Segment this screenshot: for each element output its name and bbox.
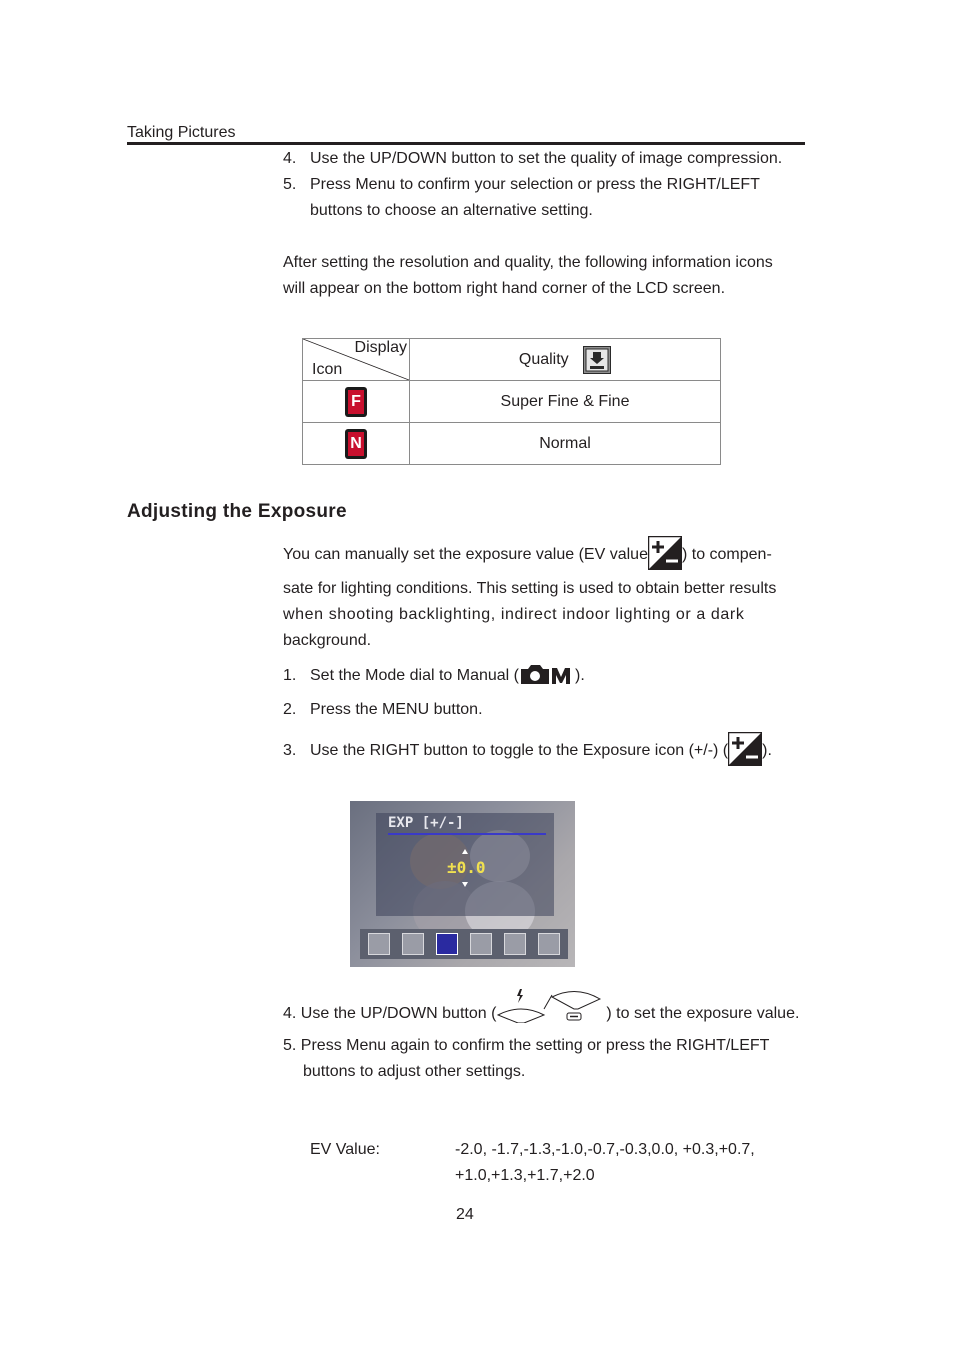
lcd-resolution-icon bbox=[368, 933, 390, 955]
step-text: Press the MENU button. bbox=[310, 701, 483, 718]
exposure-para-line-1 bbox=[283, 540, 772, 570]
bottom-step-5: 5. Press Menu again to confirm the setting or press the RIGHT/LEFT bbox=[283, 1037, 770, 1054]
para-text: You can manually set the exposure value (EV value bbox=[283, 546, 648, 564]
bottom-step-4 bbox=[283, 1001, 799, 1027]
lcd-exposure-value: ±0.0 bbox=[447, 858, 486, 877]
section-heading: Adjusting the Exposure bbox=[127, 501, 347, 522]
up-down-buttons-icon bbox=[496, 987, 606, 1023]
ev-label: EV Value: bbox=[310, 1141, 380, 1158]
step-number: 1. bbox=[283, 667, 297, 684]
icon-cell bbox=[303, 381, 410, 423]
lcd-iso-icon bbox=[504, 933, 526, 955]
step-4-quality bbox=[283, 146, 782, 172]
header-display: Display bbox=[354, 339, 407, 356]
step-text: ) to set the exposure value. bbox=[606, 1005, 800, 1022]
table-cell-label: Normal bbox=[410, 423, 721, 465]
lcd-screen-image bbox=[350, 801, 575, 967]
flash-up-button-icon bbox=[498, 989, 544, 1023]
exposure-step-3 bbox=[283, 736, 772, 766]
section-header: Taking Pictures bbox=[127, 124, 236, 141]
table-cell-label: Super Fine & Fine bbox=[410, 381, 721, 423]
page-number: 24 bbox=[456, 1206, 474, 1223]
header-diagonal-cell bbox=[303, 339, 410, 381]
icon-cell bbox=[303, 423, 410, 465]
lcd-down-arrow-icon bbox=[462, 882, 468, 887]
step-5-confirm bbox=[283, 172, 760, 198]
ev-values-line-2: +1.0,+1.3,+1.7,+2.0 bbox=[455, 1167, 595, 1184]
lcd-white-balance-icon bbox=[470, 933, 492, 955]
ev-values-line-1: -2.0, -1.7,-1.3,-1.0,-0.7,-0.3,0.0, +0.3,+0.7, bbox=[455, 1141, 755, 1158]
step-text: ). bbox=[575, 667, 585, 684]
header-quality-cell bbox=[410, 339, 721, 381]
exposure-step-1 bbox=[283, 663, 585, 689]
lcd-quality-icon bbox=[402, 933, 424, 955]
intro-line-1: After setting the resolution and quality, the following information icons bbox=[283, 254, 773, 271]
fine-icon: F bbox=[345, 387, 367, 417]
lcd-setup-icon bbox=[538, 933, 560, 955]
lcd-up-arrow-icon bbox=[462, 849, 468, 854]
lcd-icon-bar bbox=[360, 929, 568, 959]
exposure-icon bbox=[648, 536, 682, 570]
header-quality: Quality bbox=[518, 350, 569, 368]
step-text: Use the UP/DOWN button to set the quality of image compression. bbox=[310, 150, 783, 167]
step-text: ). bbox=[762, 742, 772, 760]
exposure-para-line-3: when shooting backlighting, indirect indoor lighting or a dark bbox=[283, 606, 745, 623]
header-icon: Icon bbox=[312, 361, 343, 378]
step-number: 5. bbox=[283, 176, 297, 193]
table-row bbox=[303, 423, 721, 465]
header-rule bbox=[127, 142, 805, 145]
step-text: Set the Mode dial to Manual ( bbox=[310, 667, 520, 684]
step-5-continuation: buttons to choose an alternative setting. bbox=[310, 202, 593, 219]
step-text: 4. Use the UP/DOWN button ( bbox=[283, 1005, 497, 1022]
exposure-para-line-4: background. bbox=[283, 632, 372, 649]
table-row bbox=[303, 381, 721, 423]
lcd-title: EXP [+/-] bbox=[388, 815, 464, 831]
normal-icon: N bbox=[345, 429, 367, 459]
table-header-row bbox=[303, 339, 721, 381]
step-number: 3. bbox=[283, 742, 297, 760]
exposure-icon bbox=[728, 732, 762, 766]
lcd-exposure-icon bbox=[436, 933, 458, 955]
step-number: 4. bbox=[283, 150, 297, 167]
step-number: 2. bbox=[283, 701, 297, 718]
quality-icon bbox=[583, 346, 611, 374]
intro-line-2: will appear on the bottom right hand corner of the LCD screen. bbox=[283, 280, 726, 297]
self-timer-down-button-icon bbox=[552, 991, 600, 1020]
step-text: Press Menu to confirm your selection or press the RIGHT/LEFT bbox=[310, 176, 760, 193]
step-text: Use the RIGHT button to toggle to the Exposure icon (+/-) ( bbox=[310, 742, 729, 760]
bottom-step-5-continuation: buttons to adjust other settings. bbox=[303, 1063, 526, 1080]
lcd-title-underline bbox=[388, 833, 546, 835]
camera-manual-icon bbox=[519, 662, 575, 686]
quality-icon-table bbox=[302, 338, 721, 465]
exposure-para-line-2: sate for lighting conditions. This setting is used to obtain better results bbox=[283, 580, 777, 597]
exposure-step-2 bbox=[283, 697, 483, 723]
para-text: ) to compen- bbox=[681, 546, 772, 564]
